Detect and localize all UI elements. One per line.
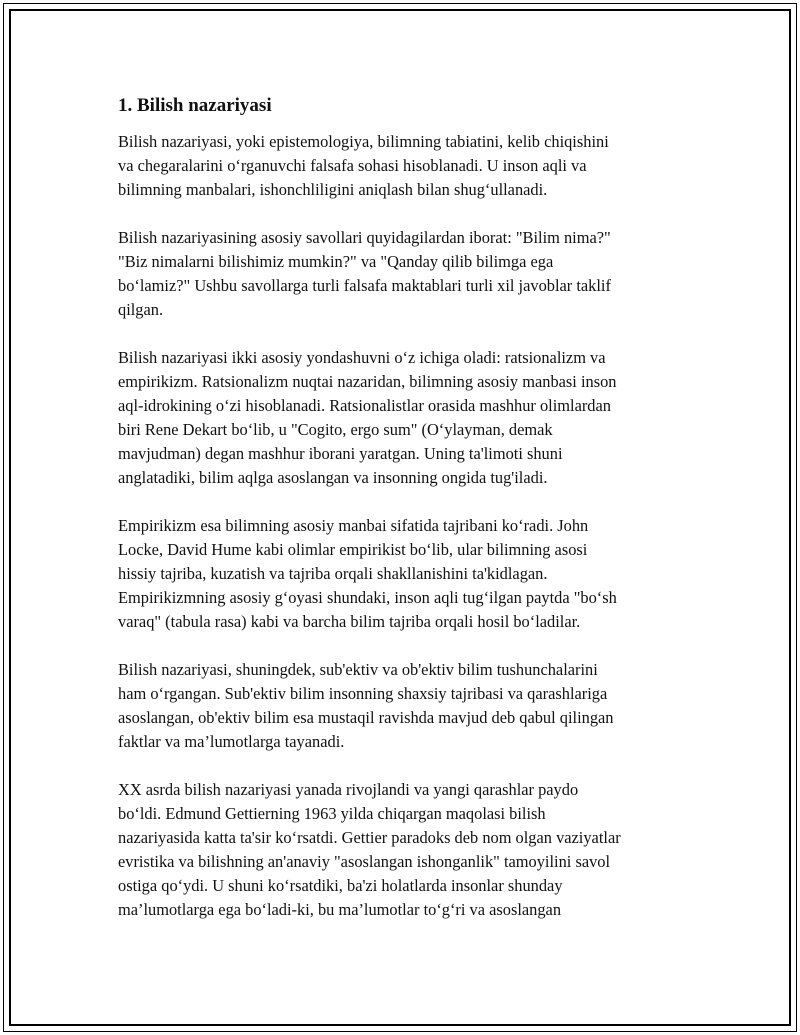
paragraph-2: Bilish nazariyasining asosiy savollari quyidagilardan iborat: "Bilim nima?" "Biz nimalarni bilishimiz mumkin?" va "Qanday qilib bilimga ega bo‘lamiz?" Ushbu savollarga turli falsafa maktablari turli xil javoblar taklif qilgan. (118, 228, 611, 319)
paragraph-4: Empirikizm esa bilimning asosiy manbai sifatida tajribani ko‘radi. John Locke, David Hume kabi olimlar empirikist bo‘lib, ular bilimning asosi hissiy tajriba, kuzatish va tajriba orqali shakllanishini ta'kidlagan. Empirikizmning asosiy g‘oyasi shundaki, inson aqli tug‘ilgan paytda "bo‘sh varaq" (tabula rasa) kabi va barcha bilim tajriba orqali hosil bo‘ladilar. (118, 516, 617, 631)
paragraph-3: Bilish nazariyasi ikki asosiy yondashuvni o‘z ichiga oladi: ratsionalizm va empirikizm. Ratsionalizm nuqtai nazaridan, bilimning asosiy manbasi inson aql-idrokining o‘zi hisoblanadi. Ratsionalistlar orasida mashhur olimlardan biri Rene Dekart bo‘lib, u "Cogito, ergo sum" (O‘ylayman, demak mavjudman) degan mashhur iborani yaratgan. Uning ta'limoti shuni anglatadiki, bilim aqlga asoslangan va insonning ongida tug'iladi. (118, 348, 617, 487)
paragraph-5: Bilish nazariyasi, shuningdek, sub'ektiv va ob'ektiv bilim tushunchalarini ham o‘rgangan. Sub'ektiv bilim insonning shaxsiy tajribasi va qarashlariga asoslangan, ob'ektiv bilim esa mustaqil ravishda mavjud deb qabul qilingan faktlar va ma’lumotlarga tayanadi. (118, 660, 614, 751)
paragraph-1: Bilish nazariyasi, yoki epistemologiya, bilimning tabiatini, kelib chiqishini va chegaralarini o‘rganuvchi falsafa sohasi hisoblanadi. U inson aqli va bilimning manbalari, ishonchliligini aniqlash bilan shug‘ullanadi. (118, 132, 609, 199)
document-content (118, 92, 698, 946)
paragraph-6: XX asrda bilish nazariyasi yanada rivojlandi va yangi qarashlar paydo bo‘ldi. Edmund Gettierning 1963 yilda chiqargan maqolasi bilish nazariyasida katta ta'sir ko‘rsatdi. Gettier paradoks deb nom olgan vaziyatlar evristika va bilishning an'anaviy "asoslangan ishonganlik" tamoyilini savol ostiga qo‘ydi. U shuni ko‘rsatdiki, ba'zi holatlarda insonlar shunday ma’lumotlarga ega bo‘ladi-ki, bu ma’lumotlar to‘g‘ri va asoslangan (118, 780, 621, 919)
section-title: 1. Bilish nazariyasi (118, 95, 272, 116)
